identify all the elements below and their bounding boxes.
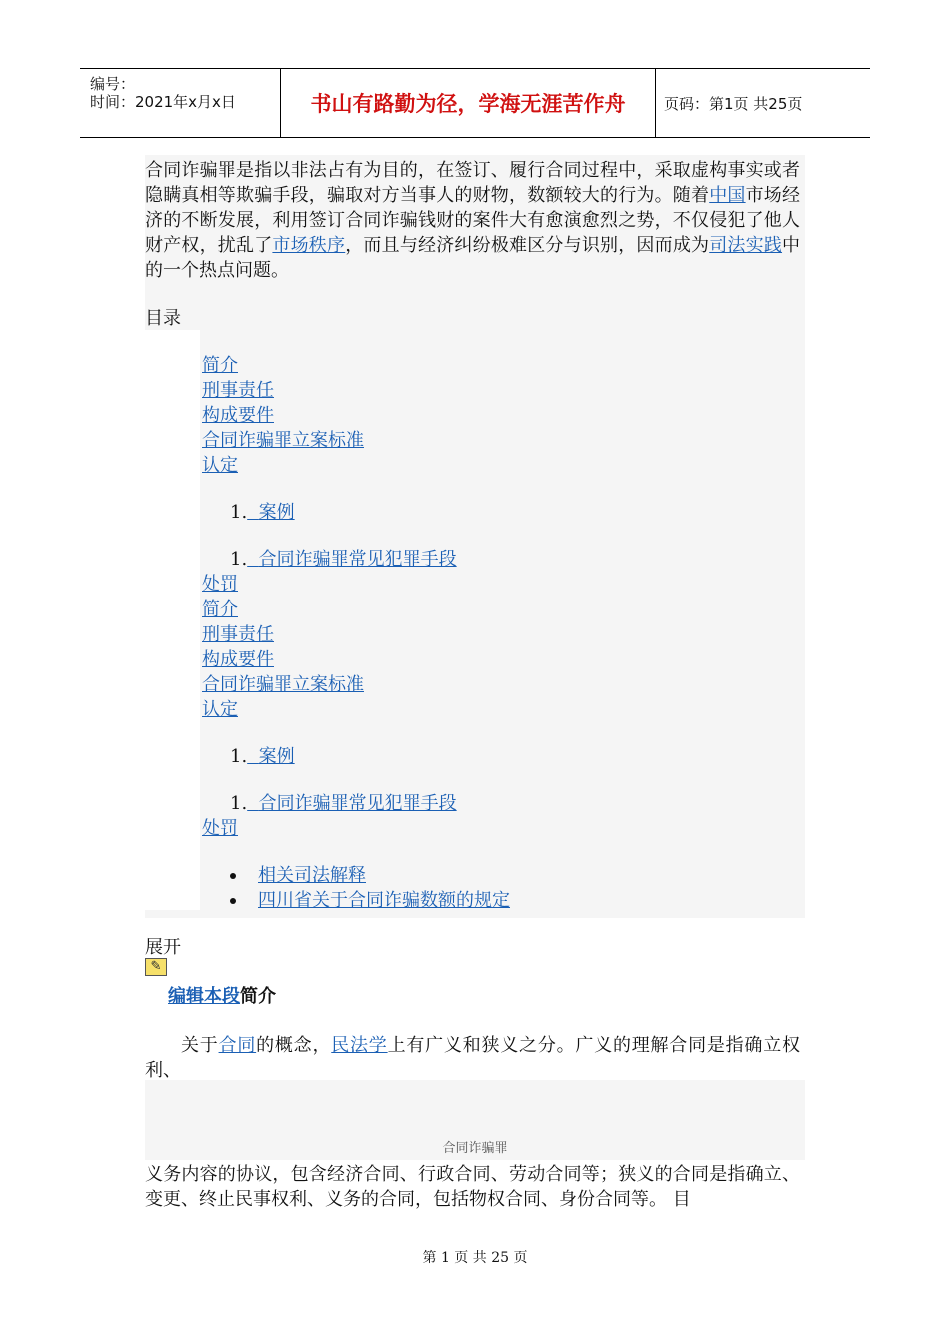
toc-sub-item [230, 791, 457, 816]
section-heading [168, 984, 276, 1009]
toc-link-filing-standard[interactable]: 合同诈骗罪立案标准 [202, 430, 364, 451]
toc-link-common-means[interactable] [247, 793, 456, 814]
image-caption: 合同诈骗罪 [442, 1141, 508, 1156]
toc-link-elements[interactable]: 构成要件 [202, 649, 274, 670]
bullet-icon [230, 898, 236, 904]
toc-sub-item [230, 500, 295, 525]
edit-section-link[interactable]: 编辑本段 [168, 986, 240, 1007]
section-text: 上有广义和狭义之分。广义的理解合同是指确立权利、 [145, 1035, 800, 1081]
edit-pencil-icon[interactable]: ✎ [145, 958, 167, 976]
section-title: 简介 [240, 986, 276, 1007]
list-number: 1. [230, 502, 248, 523]
list-number: 1. [230, 549, 248, 570]
header-divider [655, 69, 656, 137]
page-footer: 第 1 页 共 25 页 [422, 1250, 528, 1266]
toc-link-sichuan-rules[interactable]: 四川省关于合同诈骗数额的规定 [258, 890, 510, 911]
intro-text: ，而且与经济纠纷极难区分与识别，因而成为 [345, 235, 710, 256]
toc-link-common-means-label: 合同诈骗罪常见犯罪手段 [258, 793, 457, 814]
header-motto: 书山有路勤为径，学海无涯苦作舟 [310, 92, 626, 116]
toc-link-case-label: 案例 [258, 502, 295, 523]
list-number: 1. [230, 793, 248, 814]
number-label: 编号： [90, 75, 136, 93]
time-label: 时间：2021年x月x日 [90, 93, 236, 111]
section-paragraph: 义务内容的协议，包含经济合同、行政合同、劳动合同等；狭义的合同是指确立、变更、终止民事权利、义务的合同，包括物权合同、身份合同等。 目 [145, 1164, 800, 1210]
bullet-icon [230, 873, 236, 879]
toc-link-case[interactable] [247, 502, 294, 523]
header-meta [80, 69, 280, 137]
link-market-order[interactable]: 市场秩序 [272, 235, 346, 256]
intro-text: 合同诈骗罪是指以非法占有为目的，在签订、履行合同过程中，采取虚构事实或者隐瞒真相等欺骗手段，骗取对方当事人的财物，数额较大的行为。随着 [145, 160, 800, 206]
toc-bullet-item [230, 863, 366, 888]
toc-bullet-item [230, 888, 510, 913]
toc-link-criminal-liability[interactable]: 刑事责任 [202, 380, 274, 401]
link-china[interactable]: 中国 [709, 185, 746, 206]
toc-link-determination[interactable]: 认定 [202, 699, 238, 720]
link-judicial-practice[interactable]: 司法实践 [709, 235, 783, 256]
expand-button[interactable]: 展开 [145, 937, 181, 958]
toc-shade [200, 330, 805, 910]
toc-title: 目录 [145, 308, 181, 329]
link-civil-law[interactable]: 民法学 [331, 1035, 388, 1056]
toc-link-punishment[interactable]: 处罚 [202, 818, 238, 839]
link-contract[interactable]: 合同 [218, 1035, 257, 1056]
document-header [80, 68, 870, 138]
toc-link-case[interactable] [247, 746, 294, 767]
toc-link-intro[interactable]: 简介 [202, 599, 238, 620]
section-text: 的概念， [256, 1035, 332, 1056]
toc-link-common-means[interactable] [247, 549, 456, 570]
toc-link-determination[interactable]: 认定 [202, 455, 238, 476]
toc-link-intro[interactable]: 简介 [202, 355, 238, 376]
list-number: 1. [230, 746, 248, 767]
intro-text: 中的一个热点问题。 [145, 235, 801, 281]
toc-link-filing-standard[interactable]: 合同诈骗罪立案标准 [202, 674, 364, 695]
toc-sub-item [230, 744, 295, 769]
intro-text: 市场经济的不断发展，利用签订合同诈骗钱财的案件大有愈演愈烈之势，不仅侵犯了他人财产权，扰乱了 [145, 185, 801, 256]
intro-paragraph [145, 158, 800, 283]
section-paragraph [145, 1033, 800, 1083]
toc-link-common-means-label: 合同诈骗罪常见犯罪手段 [258, 549, 457, 570]
toc-sub-item [230, 547, 457, 572]
section-text: 关于 [181, 1035, 219, 1056]
toc-link-criminal-liability[interactable]: 刑事责任 [202, 624, 274, 645]
toc-link-punishment[interactable]: 处罚 [202, 574, 238, 595]
toc-link-judicial-interpretation[interactable]: 相关司法解释 [258, 865, 366, 886]
toc-link-case-label: 案例 [258, 746, 295, 767]
toc-link-elements[interactable]: 构成要件 [202, 405, 274, 426]
header-page-info: 页码：第1页 共25页 [664, 95, 803, 113]
